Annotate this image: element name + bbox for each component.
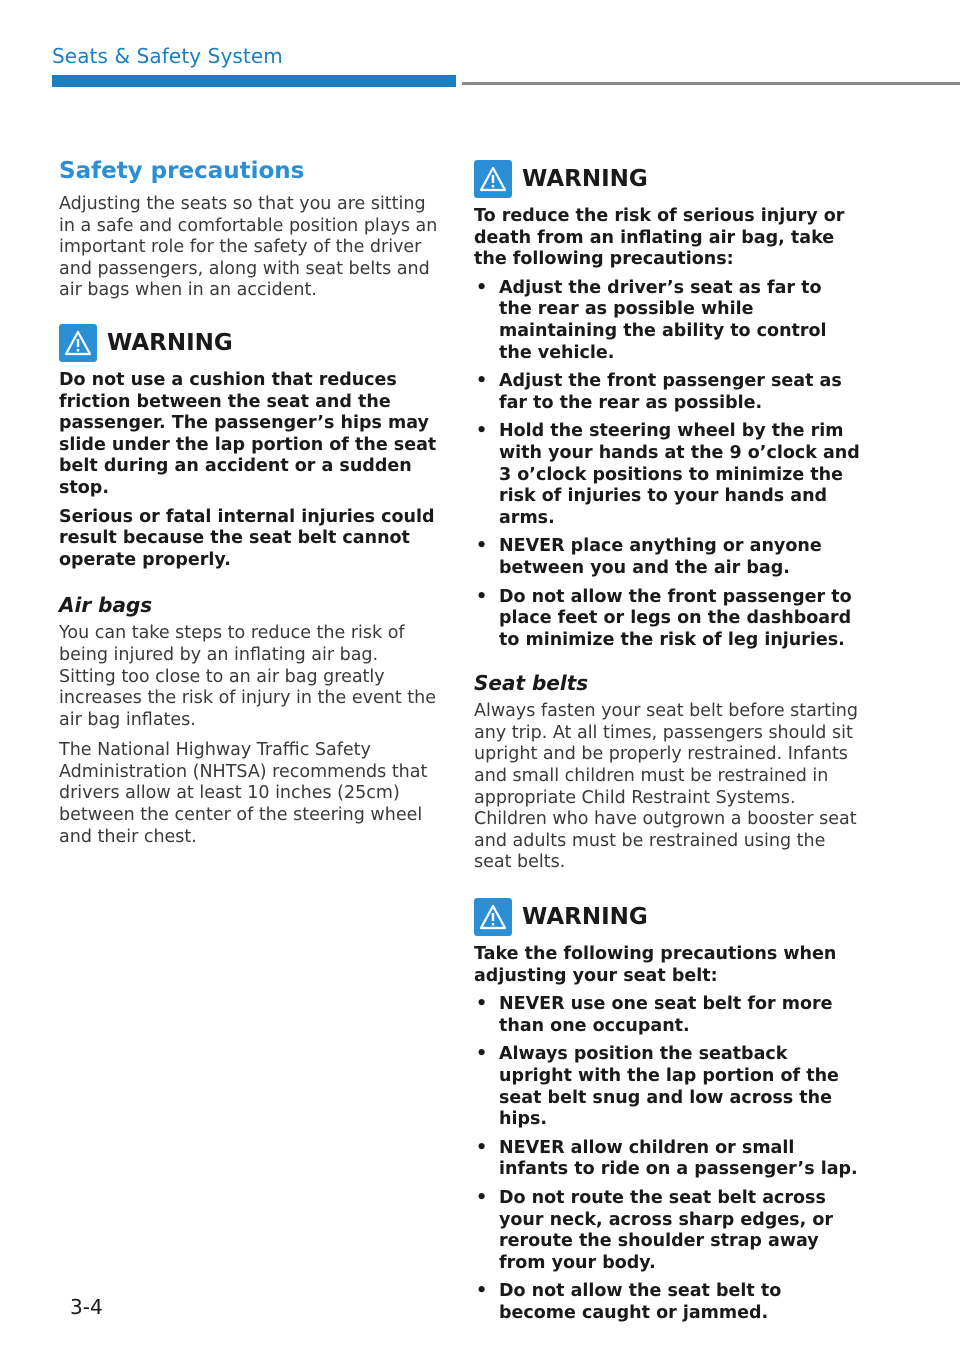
warning-intro: Take the following precautions when adjusting your seat belt: [474, 944, 837, 986]
list-item: • Do not allow the seat belt to become caught or jammed. [474, 1281, 860, 1324]
intro-paragraph: Adjusting the seats so that you are sitting in a safe and comfortable position plays an important role for the safety of the driver and passengers, along with seat belts and air bags when in an accident. [59, 194, 438, 301]
warning-list [474, 278, 860, 652]
warning-heading [474, 898, 860, 936]
warning-list [474, 994, 860, 1324]
warning-label: WARNING [107, 329, 233, 356]
seatbelts-paragraph: Always fasten your seat belt before starting any trip. At all times, passengers should sit upright and be properly restrained. Infants and small children must be restrained in appropriate Child Restraint Systems. Children who have outgrown a booster seat and adults must be restrained using the seat belts. [474, 701, 859, 873]
warning-box-airbag [474, 160, 860, 651]
section-title: Safety precautions [59, 158, 305, 184]
right-column [474, 160, 860, 1332]
warning-heading [59, 324, 439, 362]
warning-heading [474, 160, 860, 198]
warning-box-seatbelt [474, 898, 860, 1325]
warning-intro: To reduce the risk of serious injury or death from an inflating air bag, take the following precautions: [474, 206, 845, 270]
list-item: • Adjust the driver’s seat as far to the rear as possible while maintaining the ability to control the vehicle. [474, 278, 860, 364]
airbags-paragraph: The National Highway Traffic Safety Administration (NHTSA) recommends that drivers allow at least 10 inches (25cm) between the center of the steering wheel and their chest. [59, 740, 428, 847]
warning-paragraph: Serious or fatal internal injuries could result because the seat belt cannot operate properly. [59, 506, 435, 570]
header-rule [462, 82, 960, 85]
seatbelts-heading: Seat belts [474, 671, 589, 696]
list-item: • Do not route the seat belt across your neck, across sharp edges, or reroute the shoulder strap away from your body. [474, 1188, 860, 1274]
list-item: • NEVER allow children or small infants to ride on a passenger’s lap. [474, 1138, 860, 1181]
list-item: • NEVER use one seat belt for more than one occupant. [474, 994, 860, 1037]
warning-triangle-icon [59, 324, 97, 362]
warning-paragraph: Do not use a cushion that reduces friction between the seat and the passenger. The passenger’s hips may slide under the lap portion of the seat belt during an accident or a sudden stop. [59, 369, 437, 498]
list-item: • Hold the steering wheel by the rim with your hands at the 9 o’clock and 3 o’clock positions to minimize the risk of injuries to your hands and arms. [474, 421, 860, 529]
header-accent-bar [52, 75, 456, 87]
warning-triangle-icon [474, 898, 512, 936]
warning-box-cushion [59, 324, 439, 571]
warning-triangle-icon [474, 160, 512, 198]
list-item: • Always position the seatback upright with the lap portion of the seat belt snug and low across the hips. [474, 1044, 860, 1130]
running-header: Seats & Safety System [52, 44, 283, 68]
list-item: • NEVER place anything or anyone between you and the air bag. [474, 536, 860, 579]
list-item: • Do not allow the front passenger to place feet or legs on the dashboard to minimize the risk of leg injuries. [474, 587, 860, 652]
page-number: 3-4 [70, 1295, 103, 1319]
warning-label: WARNING [522, 166, 648, 192]
warning-label: WARNING [522, 904, 648, 931]
airbags-paragraph: You can take steps to reduce the risk of being injured by an inflating air bag. Sitting too close to an air bag greatly increases the risk of injury in the event the air bag inflates. [59, 623, 436, 730]
left-column [59, 158, 439, 857]
list-item: • Adjust the front passenger seat as far to the rear as possible. [474, 371, 860, 414]
airbags-heading: Air bags [59, 593, 153, 618]
